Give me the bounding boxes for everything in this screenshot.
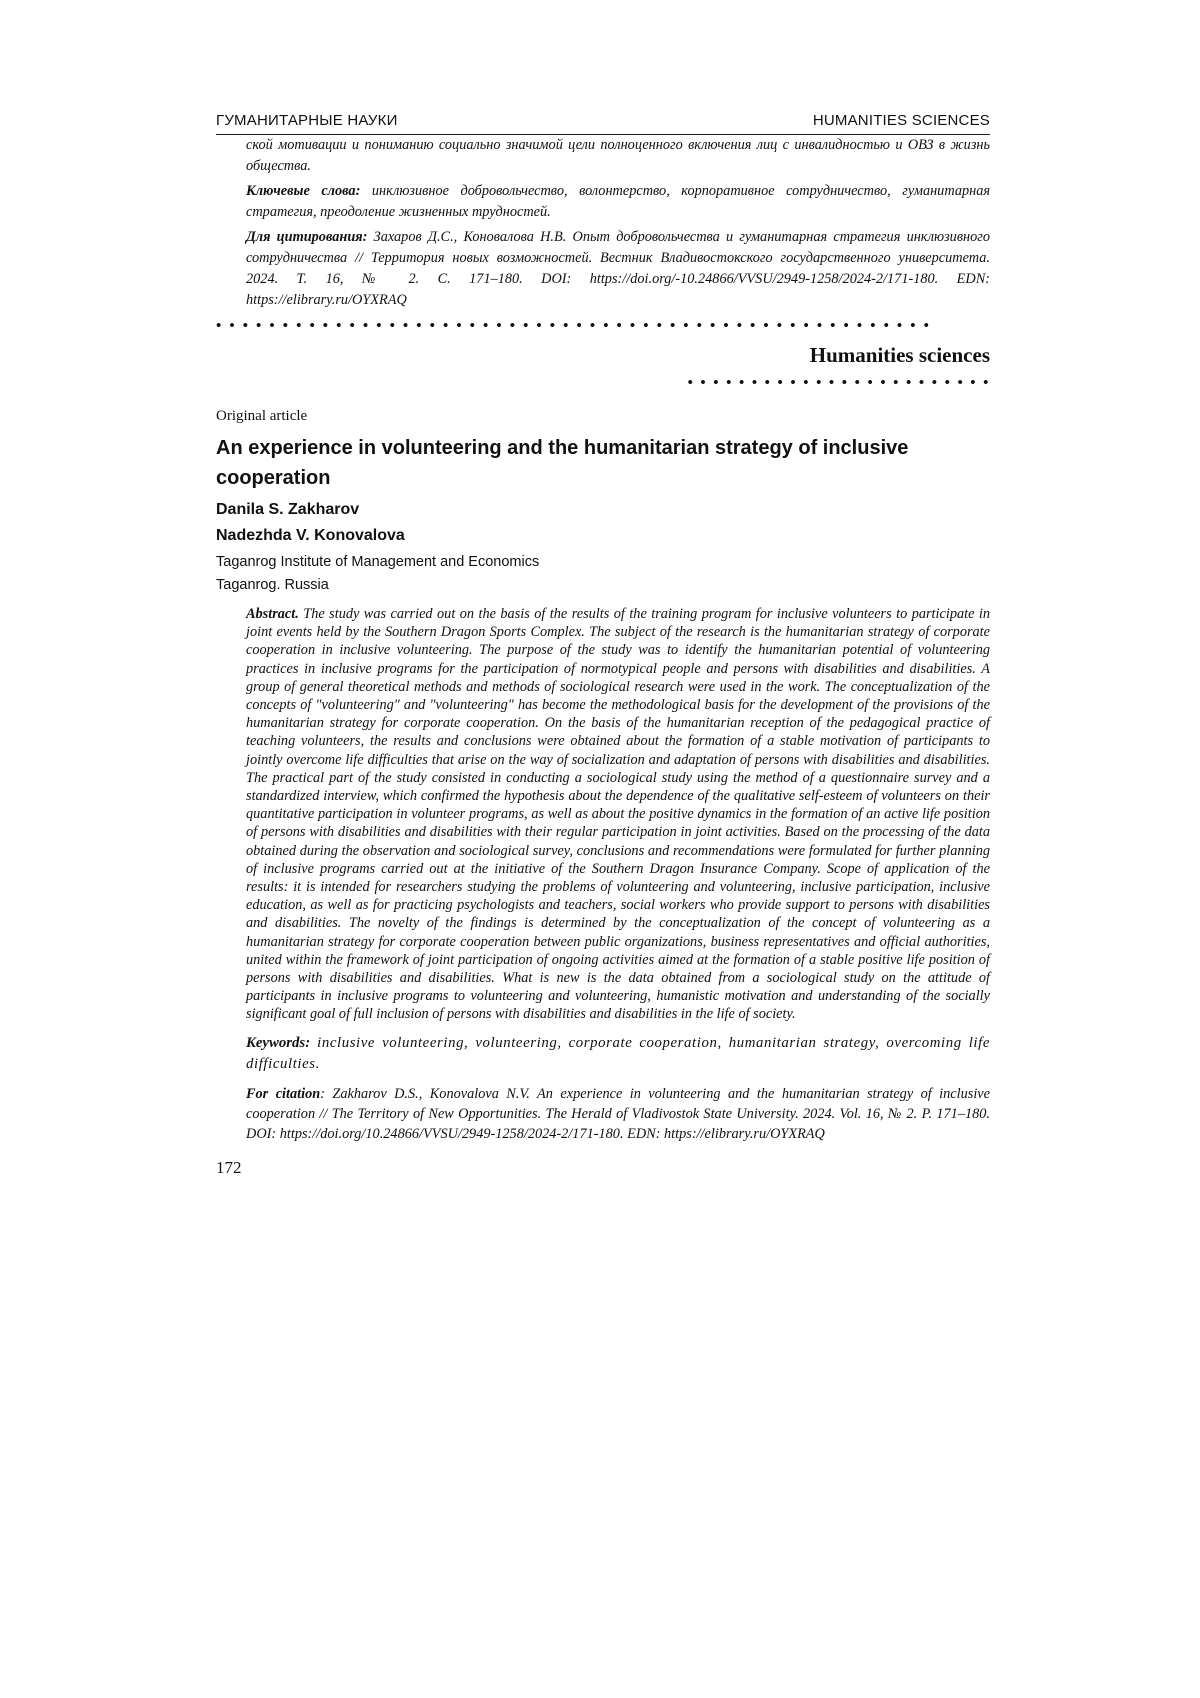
author-2: Nadezhda V. Konovalova [216, 527, 405, 544]
english-abstract [216, 605, 990, 1024]
running-header-left: ГУМАНИТАРНЫЕ НАУКИ [216, 112, 398, 129]
page-number: 172 [216, 1157, 242, 1177]
russian-abstract-section [216, 135, 990, 311]
abstract-text: The study was carried out on the basis of the results of the training program for inclusive volunteers to participate in joint events held by the Southern Dragon Sports Complex. The subject of the research is the humanitarian strategy of corporate cooperation in inclusive volunteering. The purpose of the study was to identify the humanitarian potential of volunteering practices in inclusive programs for the participation of normotypical people and persons with disabilities and disabilities. A group of general theoretical methods and methods of sociological research were used in the work. The conceptualization of the concepts of "volunteering" and "volunteering" has become the methodological basis for the development of the provisions of the humanitarian strategy for corporate cooperation. On the basis of the humanitarian reception of the pedagogical practice of teaching volunteers, the results and conclusions were obtained about the formation of a stable motivation of participants to jointly overcome life difficulties that arise on the way of socialization and adaptation of persons with disabilities and disabilities. The practical part of the study consisted in conducting a sociological study using the method of a questionnaire survey and a standardized interview, which confirmed the hypothesis about the dependence of the qualitative self-esteem of volunteers on their quantitative participation in volunteer programs, as well as about the positive dynamics in the formation of an active life position of persons with disabilities and disabilities with their regular participation in joint activities. Based on the processing of the data obtained during the observation and sociological survey, conclusions and recommendations were formulated for further planning of inclusive programs carried out at the initiative of the Southern Dragon Insurance Company. Scope of application of the results: it is intended for researchers studying the problems of volunteering and volunteering, inclusive participation, inclusive education, as well as for practicing psychologists and teachers, social workers who provide support to persons with disabilities and disabilities. The novelty of the findings is determined by the conceptualization of the concept of volunteering as a humanitarian strategy for corporate cooperation between public organizations, business representatives and official authorities, united within the framework of joint participation of ongoing activities aimed at the formation of a stable positive life position of persons with disabilities and disabilities. What is new is the data obtained from a sociological study on the attitude of participants in inclusive programs to volunteering and volunteering, humanistic motivation and understanding of the socially significant goal of full inclusion of persons with disabilities and disabilities in the life of society. [246, 606, 990, 1023]
article-type: Original article [216, 408, 308, 424]
dotted-divider-full: •••••••••••••••••••••••••••••••••••••••••••••••••••••• [216, 319, 937, 333]
russian-keywords-label: Ключевые слова: [246, 183, 361, 199]
russian-keywords-text: инклюзивное добровольчество, волонтерство, корпоративное сотрудничество, гуманитарная стратегия, преодоление жизненных трудностей. [246, 183, 991, 220]
article-title: An experience in volunteering and the humanitarian strategy of inclusive cooperation [216, 437, 909, 489]
russian-citation-text: Захаров Д.С., Коновалова Н.В. Опыт добровольчества и гуманитарная стратегия инклюзивного сотрудничества // Территория новых возможностей. Вестник Владивостокского государственного университета. 2024. Т. 16, № 2. С. 171–180. DOI: https://doi.org/-10.24866/VVSU/2949-1258/2024-2/171-180. EDN: https://elibrary.ru/OYXRAQ [246, 229, 990, 308]
russian-keywords [246, 181, 990, 223]
running-header-right: HUMANITIES SCIENCES [812, 112, 990, 129]
keywords-label: Keywords: [246, 1034, 311, 1051]
english-keywords [216, 1033, 990, 1075]
dotted-divider-short: •••••••••••••••••••••••• [687, 376, 996, 390]
author-1: Danila S. Zakharov [216, 501, 360, 518]
citation-text: : Zakharov D.S., Konovalova N.V. An experience in volunteering and the humanitarian strategy of inclusive cooperation // The Territory of New Opportunities. The Herald of Vladivostok State University. 2024. Vol. 16, № 2. P. 171–180. DOI: https://doi.org/10.24866/VVSU/2949-1258/2024-2/171-180. EDN: https://elibrary.ru/OYXRAQ [246, 1085, 990, 1142]
russian-citation [246, 227, 990, 311]
russian-abstract-tail: ской мотивации и пониманию социально значимой цели полноценного включения лиц с инвалидностью и ОВЗ в жизнь общества. [246, 137, 990, 174]
section-title: Humanities sciences [809, 343, 990, 367]
running-header [216, 112, 990, 135]
affiliation-location: Taganrog. Russia [216, 577, 329, 593]
abstract-label: Abstract. [246, 606, 299, 622]
keywords-text: inclusive volunteering, volunteering, corporate cooperation, humanitarian strategy, overcoming life difficulties. [246, 1034, 990, 1072]
journal-page [216, 112, 996, 1178]
affiliation: Taganrog Institute of Management and Economics [216, 554, 540, 570]
russian-citation-label: Для цитирования: [246, 229, 368, 245]
english-citation [216, 1084, 990, 1144]
citation-label: For citation [246, 1085, 321, 1102]
